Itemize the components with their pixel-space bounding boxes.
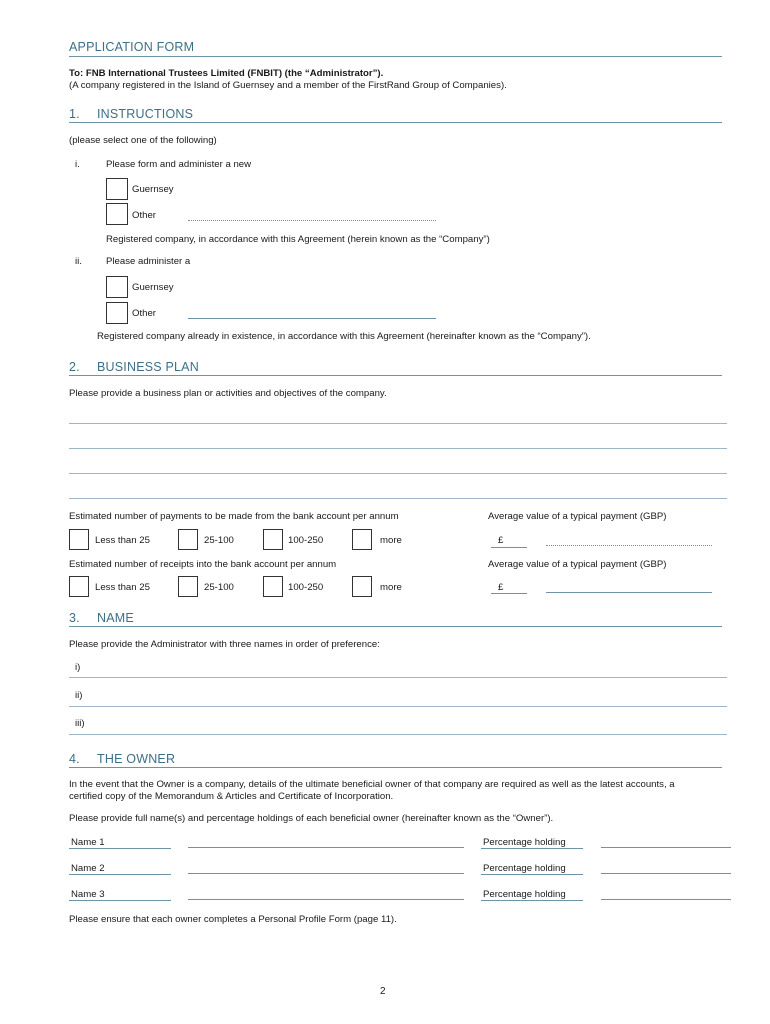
section-4-heading: THE OWNER — [97, 752, 176, 766]
receipts-lt25-checkbox[interactable] — [69, 576, 89, 597]
form-title: APPLICATION FORM — [69, 40, 195, 54]
item-ii-other-checkbox[interactable] — [106, 302, 128, 324]
owner-footer: Please ensure that each owner completes a Personal Profile Form (page 11). — [69, 914, 397, 925]
owner-name-3-label: Name 3 — [71, 889, 105, 900]
payments-currency: £ — [498, 535, 504, 546]
section-3-heading: NAME — [97, 611, 134, 625]
receipts-label: Estimated number of receipts into the bank account per annum — [69, 559, 337, 570]
receipts-25-100-label: 25-100 — [204, 582, 234, 593]
name-item-3-field[interactable] — [69, 734, 727, 735]
owner-name-2-label-underline — [69, 874, 171, 875]
item-ii-number: ii. — [75, 256, 82, 267]
item-i-footer: Registered company, in accordance with this Agreement (herein known as the “Company”) — [106, 234, 490, 245]
owner-pct-3-field[interactable] — [601, 899, 731, 900]
section-2-number: 2. — [69, 360, 80, 374]
receipts-currency: £ — [498, 582, 504, 593]
owner-pct-1-label-underline — [481, 848, 583, 849]
receipts-more-checkbox[interactable] — [352, 576, 372, 597]
payments-lt25-label: Less than 25 — [95, 535, 150, 546]
section-4-rule — [69, 767, 722, 768]
business-plan-line-4[interactable] — [69, 498, 727, 499]
name-item-2-label: ii) — [75, 690, 83, 701]
select-note: (please select one of the following) — [69, 135, 217, 146]
page-number: 2 — [380, 986, 386, 997]
section-4-number: 4. — [69, 752, 80, 766]
section-3-rule — [69, 626, 722, 627]
payments-avg-label: Average value of a typical payment (GBP) — [488, 511, 667, 522]
name-item-2-field[interactable] — [69, 706, 727, 707]
owner-pct-1-field[interactable] — [601, 847, 731, 848]
owner-name-3-label-underline — [69, 900, 171, 901]
title-rule — [69, 56, 722, 57]
payments-25-100-checkbox[interactable] — [178, 529, 198, 550]
owner-name-1-field[interactable] — [188, 847, 464, 848]
business-plan-line-3[interactable] — [69, 473, 727, 474]
item-i-text: Please form and administer a new — [106, 159, 252, 170]
item-i-guernsey-label: Guernsey — [132, 184, 174, 195]
business-plan-line-1[interactable] — [69, 423, 727, 424]
item-i-other-checkbox[interactable] — [106, 203, 128, 225]
payments-currency-underline — [491, 547, 527, 548]
owner-pct-1-label: Percentage holding — [483, 837, 566, 848]
owner-name-2-field[interactable] — [188, 873, 464, 874]
item-ii-guernsey-label: Guernsey — [132, 282, 174, 293]
owner-pct-3-label-underline — [481, 900, 583, 901]
payments-label: Estimated number of payments to be made from the bank account per annum — [69, 511, 399, 522]
payments-more-checkbox[interactable] — [352, 529, 372, 550]
owner-name-1-label: Name 1 — [71, 837, 105, 848]
section-3-number: 3. — [69, 611, 80, 625]
name-item-3-label: iii) — [75, 718, 85, 729]
item-i-number: i. — [75, 159, 80, 170]
business-plan-prompt: Please provide a business plan or activities and objectives of the company. — [69, 388, 387, 399]
company-note: (A company registered in the Island of Guernsey and a member of the FirstRand Group of Companies). — [69, 80, 507, 91]
owner-para-1-line-1: In the event that the Owner is a company, details of the ultimate beneficial owner of that company are required as well as the latest accounts, a — [69, 779, 675, 790]
name-item-1-field[interactable] — [69, 677, 727, 678]
payments-lt25-checkbox[interactable] — [69, 529, 89, 550]
owner-name-3-field[interactable] — [188, 899, 464, 900]
owner-pct-2-label-underline — [481, 874, 583, 875]
to-line: To: FNB International Trustees Limited (FNBIT) (the “Administrator”). — [69, 68, 384, 79]
name-prompt: Please provide the Administrator with three names in order of preference: — [69, 639, 380, 650]
item-i-other-field[interactable] — [188, 220, 436, 221]
item-i-guernsey-checkbox[interactable] — [106, 178, 128, 200]
section-2-rule — [69, 375, 722, 376]
section-1-heading: INSTRUCTIONS — [97, 107, 194, 121]
item-i-other-label: Other — [132, 210, 156, 221]
payments-25-100-label: 25-100 — [204, 535, 234, 546]
name-item-1-label: i) — [75, 662, 81, 673]
receipts-25-100-checkbox[interactable] — [178, 576, 198, 597]
section-2-heading: BUSINESS PLAN — [97, 360, 199, 374]
payments-more-label: more — [380, 535, 402, 546]
payments-100-250-label: 100-250 — [288, 535, 324, 546]
section-1-number: 1. — [69, 107, 80, 121]
owner-pct-2-field[interactable] — [601, 873, 731, 874]
owner-para-2: Please provide full name(s) and percentage holdings of each beneficial owner (hereinafter known as the “Owner”). — [69, 813, 554, 824]
payments-avg-field[interactable] — [546, 545, 712, 546]
receipts-more-label: more — [380, 582, 402, 593]
item-ii-other-field[interactable] — [188, 318, 436, 319]
item-ii-guernsey-checkbox[interactable] — [106, 276, 128, 298]
item-ii-footer: Registered company already in existence, in accordance with this Agreement (hereinafter known as the “Company”). — [97, 331, 591, 342]
receipts-100-250-checkbox[interactable] — [263, 576, 283, 597]
item-ii-text: Please administer a — [106, 256, 191, 267]
owner-pct-3-label: Percentage holding — [483, 889, 566, 900]
receipts-avg-label: Average value of a typical payment (GBP) — [488, 559, 667, 570]
owner-name-1-label-underline — [69, 848, 171, 849]
owner-name-2-label: Name 2 — [71, 863, 105, 874]
receipts-100-250-label: 100-250 — [288, 582, 324, 593]
receipts-lt25-label: Less than 25 — [95, 582, 150, 593]
section-1-rule — [69, 122, 722, 123]
business-plan-line-2[interactable] — [69, 448, 727, 449]
owner-pct-2-label: Percentage holding — [483, 863, 566, 874]
owner-para-1-line-2: certified copy of the Memorandum & Articles and Certificate of Incorporation. — [69, 791, 394, 802]
payments-100-250-checkbox[interactable] — [263, 529, 283, 550]
receipts-avg-field[interactable] — [546, 592, 712, 593]
item-ii-other-label: Other — [132, 308, 156, 319]
receipts-currency-underline — [491, 593, 527, 594]
